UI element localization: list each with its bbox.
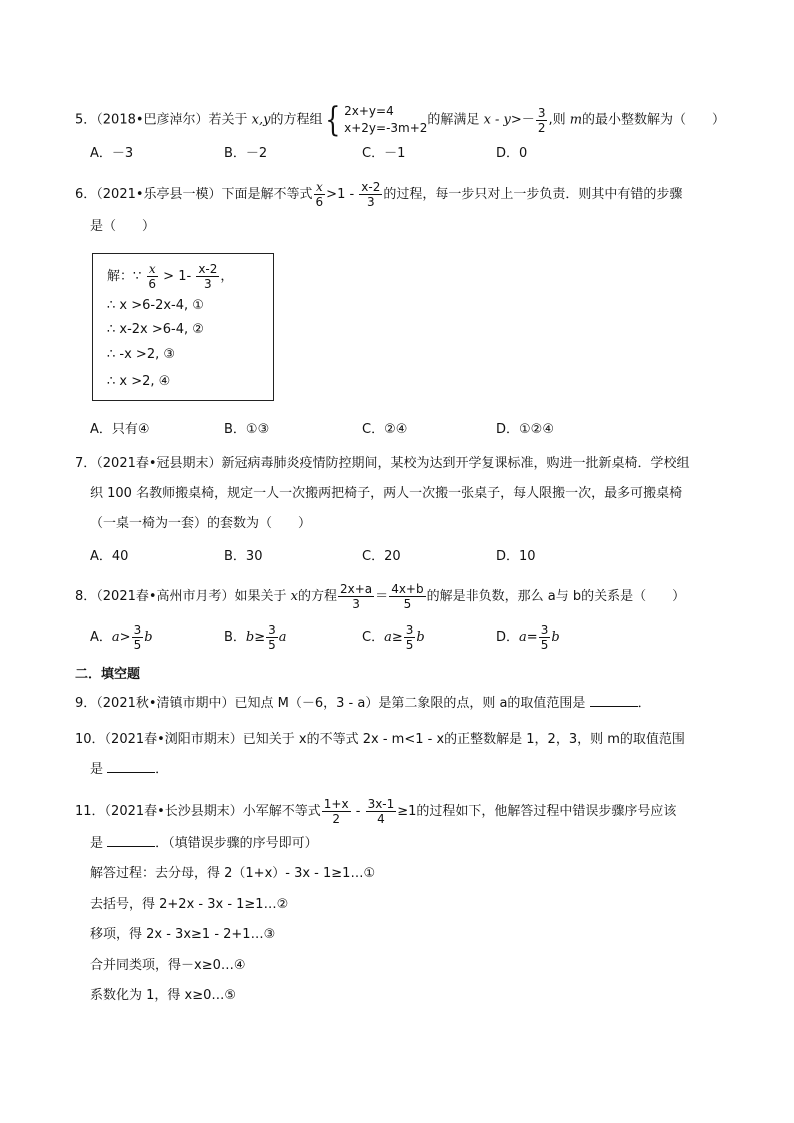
q7-option-a[interactable]: A．40 <box>90 549 129 564</box>
q8-option-c[interactable]: C．a≥ $\frac{3}{5}$ b <box>362 623 425 652</box>
q5-line: 5．（2018•巴彦淖尔）若关于 x,y的方程组 { 2x+y=4 x+2y=-3m+2 的解满足 x - y>－ $\frac{3}{2}$ ,则 m的最小整数解为（ ） <box>75 100 726 140</box>
q6-solution-box <box>92 253 274 401</box>
q11-fraction-2: $\frac{3x-1}{4}$ <box>367 797 395 826</box>
section-heading-fill-in: 二．填空题 <box>75 667 141 682</box>
q5-option-b[interactable]: B．－2 <box>224 146 268 161</box>
q5-equation-system: { 2x+y=4 x+2y=-3m+2 <box>325 100 428 140</box>
q8-option-d[interactable]: D．a= $\frac{3}{5}$ b <box>496 623 560 652</box>
q9-line: 9．（2021秋•清镇市期中）已知点 M（－6，3 - a）是第二象限的点，则 a的取值范围是 ． <box>75 696 651 711</box>
q10-answer-blank[interactable] <box>107 760 155 773</box>
q5-option-a[interactable]: A．－3 <box>90 146 134 161</box>
q6-line-1: 6．（2021•乐亭县一模）下面是解不等式 $\frac{x}{6}$ >1 - $\frac{x-2}{3}$ 的过程，每一步只对上一步负责．则其中有错的步骤 <box>75 180 683 209</box>
q7-option-c[interactable]: C．20 <box>362 549 401 564</box>
q11-step-2: 去括号，得 2+2x - 3x - 1≥1…② <box>90 897 289 912</box>
q10-line-2: 是 ． <box>90 762 169 777</box>
q6-option-b[interactable]: B．①③ <box>224 422 270 437</box>
q6-box-line-2: ∴ x >6-2x-4, ① <box>107 298 204 313</box>
q6-box-line-5: ∴ x >2, ④ <box>107 374 171 389</box>
q6-box-line-1: 解：∵ $\frac{x}{6}$ > 1- $\frac{x-2}{3}$ ， <box>107 262 234 291</box>
q5-option-c[interactable]: C．－1 <box>362 146 406 161</box>
q8-option-b[interactable]: B．b≥ $\frac{3}{5}$ a <box>224 623 287 652</box>
q11-answer-blank[interactable] <box>107 834 155 847</box>
q8-option-a[interactable]: A．a> $\frac{3}{5}$ b <box>90 623 153 652</box>
q6-fraction-2: $\frac{x-2}{3}$ <box>361 180 381 209</box>
q11-step-1: 解答过程：去分母，得 2（1+x）- 3x - 1≥1…① <box>90 866 376 881</box>
q9-answer-blank[interactable] <box>590 694 638 707</box>
q6-option-c[interactable]: C．②④ <box>362 422 408 437</box>
q11-step-5: 系数化为 1，得 x≥0…⑤ <box>90 988 237 1003</box>
q11-fraction-1: $\frac{1+x}{2}$ <box>323 797 349 826</box>
q11-step-3: 移项，得 2x - 3x≥1 - 2+1…③ <box>90 927 276 942</box>
q6-fraction-1: $\frac{x}{6}$ <box>315 180 324 209</box>
q7-line-1: 7．（2021春•冠县期末）新冠病毒肺炎疫情防控期间，某校为达到开学复课标准，购进一批新桌椅．学校组 <box>75 456 690 471</box>
q11-line-1: 11．（2021春•长沙县期末）小军解不等式 $\frac{1+x}{2}$ - $\frac{3x-1}{4}$ ≥1的过程如下，他解答过程中错误步骤序号应该 <box>75 797 677 826</box>
q6-box-line-4: ∴ -x >2, ③ <box>107 347 176 362</box>
q11-step-4: 合并同类项，得－x≥0…④ <box>90 958 246 973</box>
q7-line-3: （一桌一椅为一套）的套数为（ ） <box>90 516 312 531</box>
q7-line-2: 织 100 名教师搬桌椅，规定一人一次搬两把椅子，两人一次搬一张桌子，每人限搬一次，最多可搬桌椅 <box>90 486 683 501</box>
q8-fraction-2: $\frac{4x+b}{5}$ <box>391 582 424 611</box>
q7-option-d[interactable]: D．10 <box>496 549 536 564</box>
q5-option-d[interactable]: D．0 <box>496 146 528 161</box>
q8-fraction-1: $\frac{2x+a}{3}$ <box>340 582 373 611</box>
q6-option-d[interactable]: D．①②④ <box>496 422 554 437</box>
q6-line-2: 是（ ） <box>90 219 156 234</box>
q6-box-line-3: ∴ x-2x >6-4, ② <box>107 322 204 337</box>
q5-fraction: $\frac{3}{2}$ <box>537 105 546 135</box>
q11-line-2: 是 ．（填错误步骤的序号即可） <box>90 836 318 851</box>
q6-option-a[interactable]: A．只有④ <box>90 422 150 437</box>
q7-option-b[interactable]: B．30 <box>224 549 263 564</box>
q8-line: 8．（2021春•高州市月考）如果关于 x的方程 $\frac{2x+a}{3}$ ＝ $\frac{4x+b}{5}$ 的解是非负数，那么 a与 b的关系是（ ） <box>75 582 686 611</box>
q10-line-1: 10．（2021春•浏阳市期末）已知关于 x的不等式 2x - m<1 - x的正整数解是 1，2，3，则 m的取值范围 <box>75 732 685 747</box>
